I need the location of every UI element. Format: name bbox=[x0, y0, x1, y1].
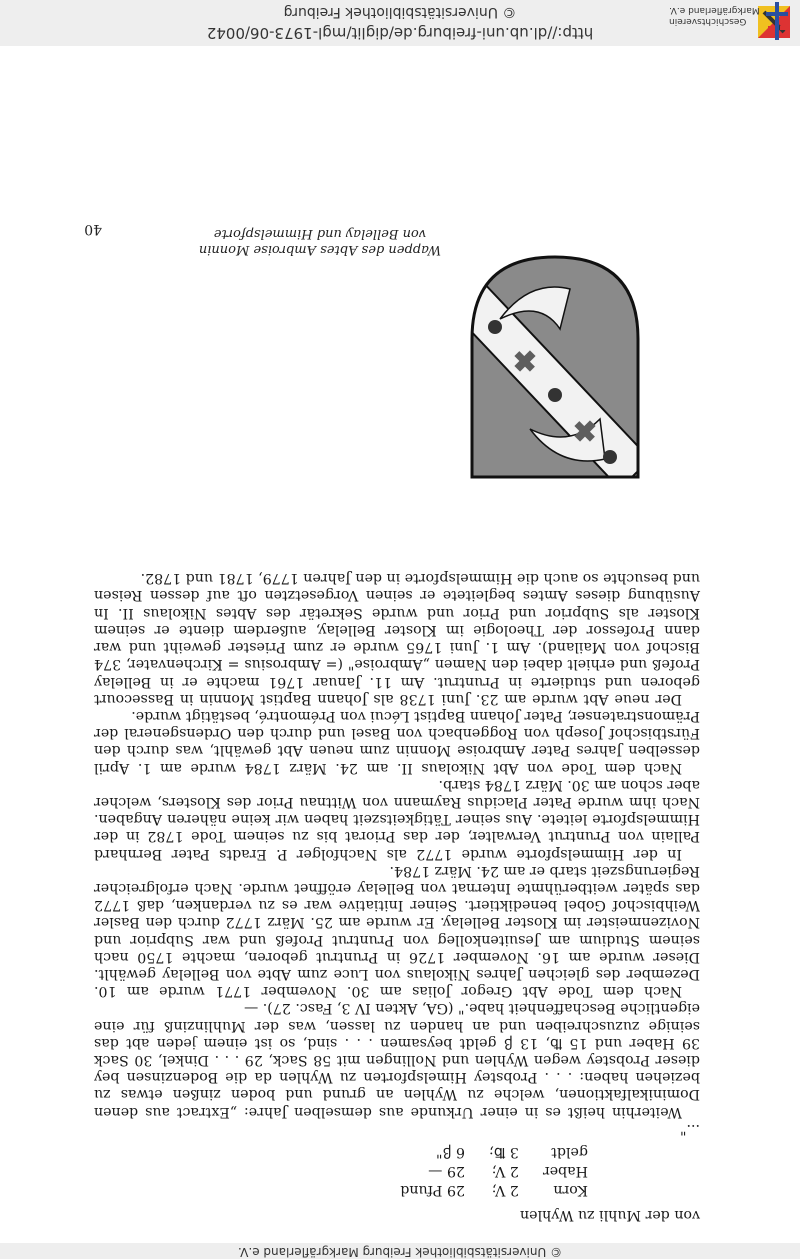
bottom-source-line: © Universitätsbibliothek Freiburg Markgräflerland e.V. bbox=[237, 1245, 563, 1259]
viewer-bottom-bar bbox=[0, 1243, 800, 1259]
document-url[interactable]: http://dl.ub.uni-freiburg.de/diglit/mgl-1973-06/0042 bbox=[206, 24, 594, 42]
page-text bbox=[94, 569, 700, 1223]
paragraph: Nach dem Tode Abt Gregor Jolias am 30. November 1771 wurde am 10. Dezember des gleichen Jahres Nikolaus von Luce zum Abte von Bellelay gewählt. Dieser wurde am 16. November 1726 in Pruntrut geboren, machte 1750 nach seinem Studium am Jesuitenkolleg von Pruntrut Profeß und war Subprior und Novizenmeister im Kloster Bellelay. Er wurde am 25. März 1772 durch den Basler Weihbischof Gobel benediktiert. Seiner Initiative war es zu verdanken, daß 1772 das später weitberühmte Internat von Bellelay eröffnet wurde. Nach erfolgreicher Regierungszeit starb er am 24. März 1784. bbox=[94, 862, 700, 1000]
figure-caption: Wappen des Abtes Ambroise Monnin von Bellelay und Himmelspforte bbox=[198, 226, 442, 257]
page-number: 40 bbox=[84, 221, 102, 237]
ellipsis: ..." bbox=[679, 1120, 700, 1137]
university-logo-icon bbox=[764, 2, 790, 40]
paragraph: Nach dem Tode von Abt Nikolaus II. am 24. März 1784 wurde am 1. April desselben Jahres Pater Ambroise Monnin zum neuen Abt gewählt, was durch den Fürstbischof Joseph von Roggenbach von Basel und durch den Ordensgeneral der Prämonstratenser, Pater Johann Baptist Lécui von Prémontré, bestätigt wurde. bbox=[94, 707, 700, 776]
coat-of-arms-icon bbox=[470, 255, 640, 479]
table-row: geldt 3 ℔; 6 ꞵ" bbox=[435, 1143, 588, 1160]
paragraph: In der Himmelspforte wurde 1772 als Nachfolger P. Eradts Pater Bernhard Pallain von Pruntrut Verwalter, der das Priorat bis zu seinem Tode 1782 in der Himmelspforte leitete. Aus seiner Tätigkeitszeit haben wir keine näheren Angaben. Nach ihm wurde Pater Placidus Raymann von Wittnau Prior des Klosters, welcher aber schon am 30. März 1784 starb. bbox=[94, 776, 700, 862]
source-line: © Universitätsbibliothek Freiburg bbox=[283, 4, 517, 20]
table-row: Korn 2 V; 29 Pfund bbox=[400, 1181, 588, 1198]
viewer-top-bar bbox=[0, 0, 800, 46]
heading-line: von der Muhli zu Wyhlen bbox=[520, 1207, 700, 1223]
scanned-page bbox=[0, 46, 800, 1243]
tax-table bbox=[376, 1141, 590, 1200]
paragraph: Der neue Abt wurde am 23. Juni 1738 als Johann Baptist Monnin in Bassecourt geboren und studierte in Pruntrut. Am 11. Januar 1761 machte er in Bellelay Profeß und erhielt dabei den Namen „Ambroise" (= Ambrosius = Kirchenvater, 374 Bischof von Mailand). Am 1. Juni 1765 wurde er zum Priester geweiht und war dann Professor der Theologie im Kloster Bellelay, außerdem diente er seinem Kloster als Subprior und Prior und wurde Sekretär des Abtes Nikolaus II. In Ausübung dieses Amtes begleitete er seinen Vorgesetzten oft auf dessen Reisen und besuchte so auch die Himmelspforte in den Jahren 1779, 1781 und 1782. bbox=[94, 570, 700, 707]
table-row: Haber 2 V; 29 — bbox=[428, 1162, 588, 1179]
paragraph: Weiterhin heißt es in einer Urkunde aus demselben Jahre: „Extract aus denen Dominikalfaktionen, welche zu Wyhlen an grund und boden zinßen etwas zu beziehen haben: . . . Probstey Himelspforten zu Wyhlen da die Bodenzinsen bey dieser Probstey wegen Wyhlen und Nollingen mit 58 Sack, 29 . . . Dinkel, 30 Sack 39 Haber und 15 ℔, 13 ꞵ geldt beysamen . . . sind, so ist einem jeden abt das seinige zuzuschreiben und an handen zu lassen, was der Muhlinzinß für eine eigentliche Beschaffenheit habe." (GA, Akten IV 3, Fasc. 27). — bbox=[94, 1000, 700, 1120]
club-name: Geschichtsverein Markgräflerland e.V. bbox=[669, 5, 760, 26]
